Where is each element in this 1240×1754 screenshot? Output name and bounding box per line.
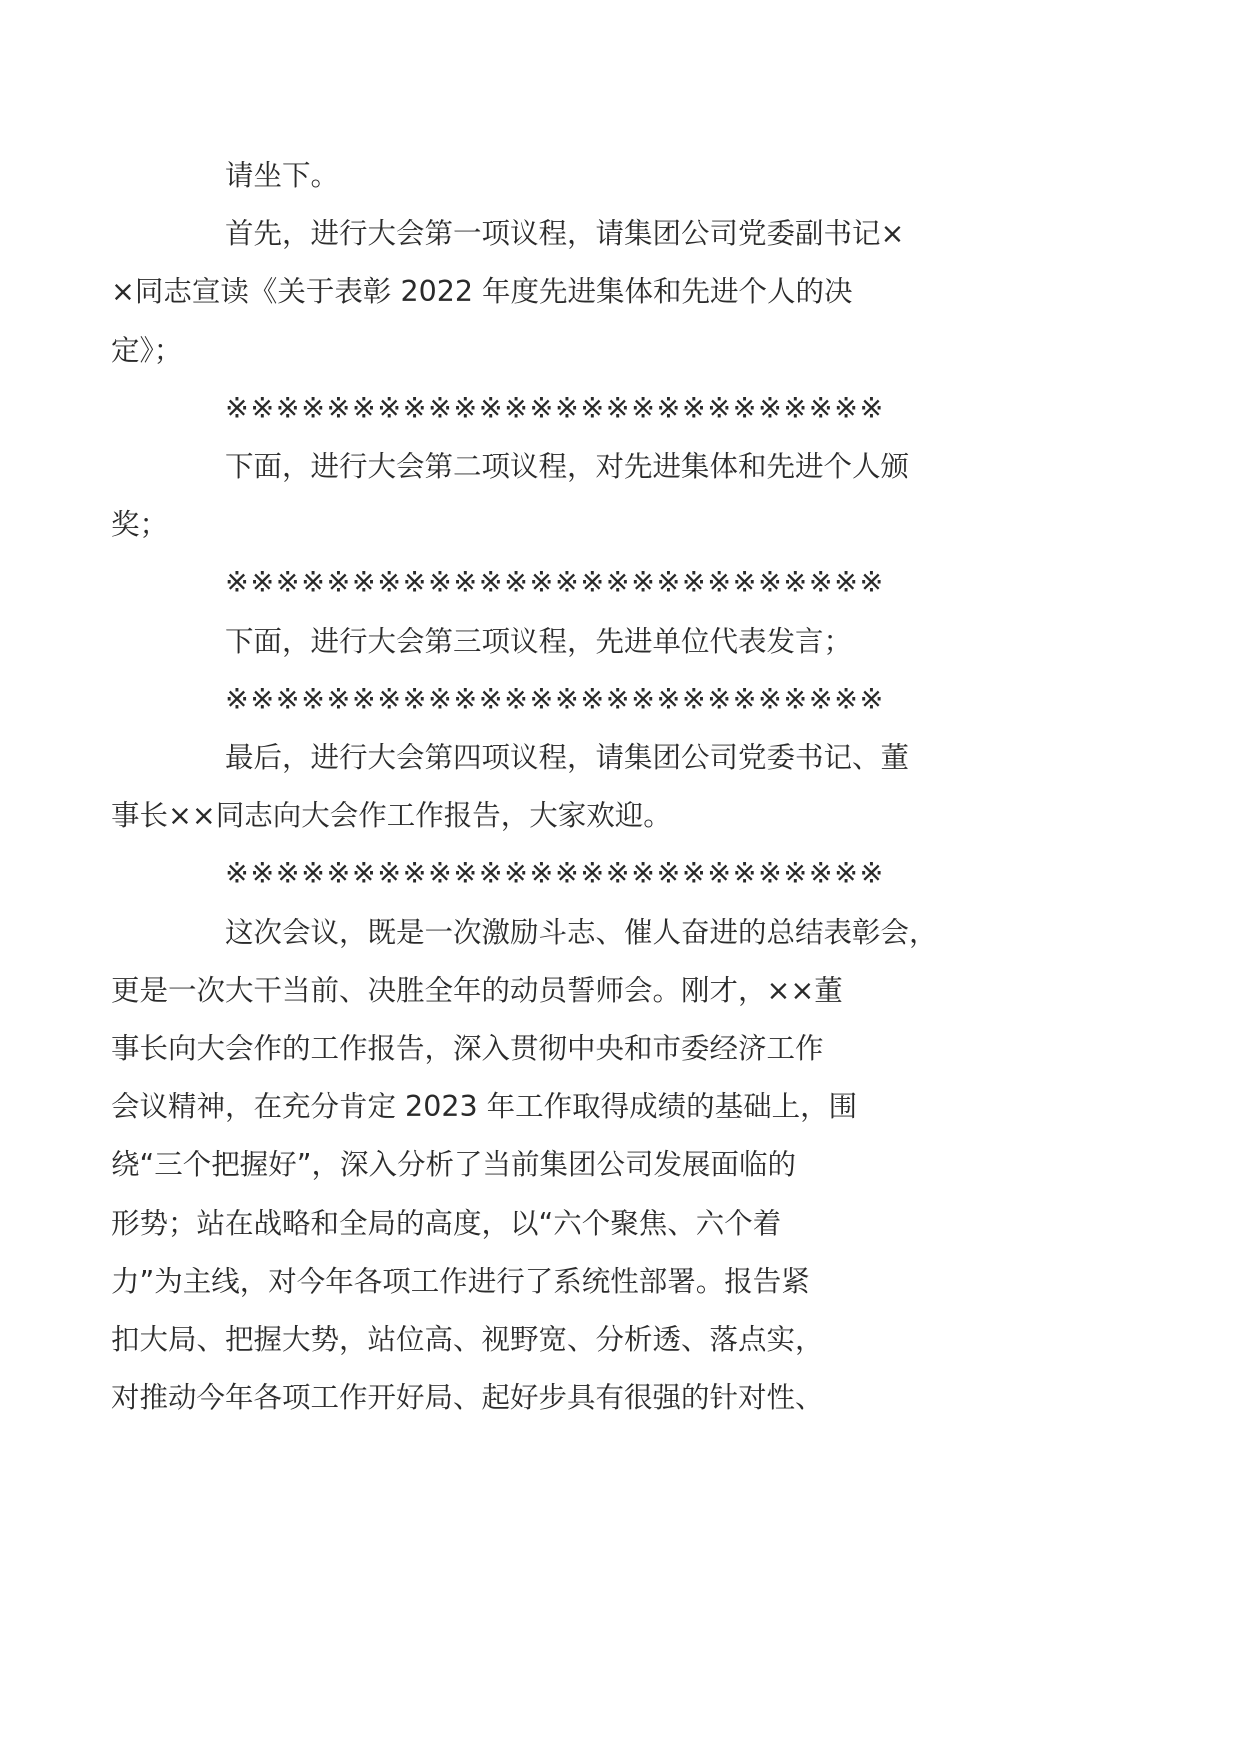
body-paragraph — [168, 147, 938, 205]
separator-line — [168, 554, 938, 612]
text-line: 事长××同志向大会作工作报告，大家欢迎。 — [111, 799, 672, 833]
body-paragraph — [111, 729, 938, 845]
body-paragraph — [168, 613, 938, 671]
text-line: 扣大局、把握大势，站位高、视野宽、分析透、落点实， — [111, 1323, 824, 1357]
text-line: 对推动今年各项工作开好局、起好步具有很强的针对性、 — [111, 1381, 824, 1415]
separator-line — [168, 845, 938, 903]
text-line: 力”为主线，对今年各项工作进行了系统性部署。报告紧 — [111, 1264, 810, 1298]
body-paragraph — [111, 438, 938, 554]
separator-line — [168, 671, 938, 729]
text-line: 下面，进行大会第三项议程，先进单位代表发言； — [225, 624, 853, 658]
text-line: 这次会议，既是一次激励斗志、催人奋进的总结表彰会， — [225, 915, 938, 949]
text-line: 奖； — [111, 508, 169, 542]
text-line: 更是一次大干当前、决胜全年的动员誓师会。刚才，××董 — [111, 973, 843, 1007]
text-line: ※※※※※※※※※※※※※※※※※※※※※※※※※※ — [225, 566, 885, 600]
text-line: 最后，进行大会第四项议程，请集团公司党委书记、董 — [225, 741, 910, 775]
text-line: 首先，进行大会第一项议程，请集团公司党委副书记× — [225, 217, 905, 251]
text-line: ※※※※※※※※※※※※※※※※※※※※※※※※※※ — [225, 682, 885, 716]
body-paragraph — [111, 904, 938, 1428]
separator-line — [168, 380, 938, 438]
text-line: ※※※※※※※※※※※※※※※※※※※※※※※※※※ — [225, 391, 885, 425]
text-line: 请坐下。 — [225, 159, 340, 192]
text-line: 下面，进行大会第二项议程，对先进集体和先进个人颁 — [225, 450, 910, 484]
document-body — [111, 147, 938, 1427]
text-line: 事长向大会作的工作报告，深入贯彻中央和市委经济工作 — [111, 1032, 824, 1066]
body-paragraph — [111, 205, 938, 380]
text-line: 定》； — [111, 333, 183, 367]
text-line: 形势；站在战略和全局的高度，以“六个聚焦、六个着 — [111, 1206, 782, 1240]
text-line: 会议精神，在充分肯定 2023 年工作取得成绩的基础上，围 — [111, 1090, 858, 1124]
text-line: 绕“三个把握好”，深入分析了当前集团公司发展面临的 — [111, 1148, 797, 1182]
text-line: ※※※※※※※※※※※※※※※※※※※※※※※※※※ — [225, 857, 885, 891]
text-line: ×同志宣读《关于表彰 2022 年度先进集体和先进个人的决 — [111, 275, 853, 309]
